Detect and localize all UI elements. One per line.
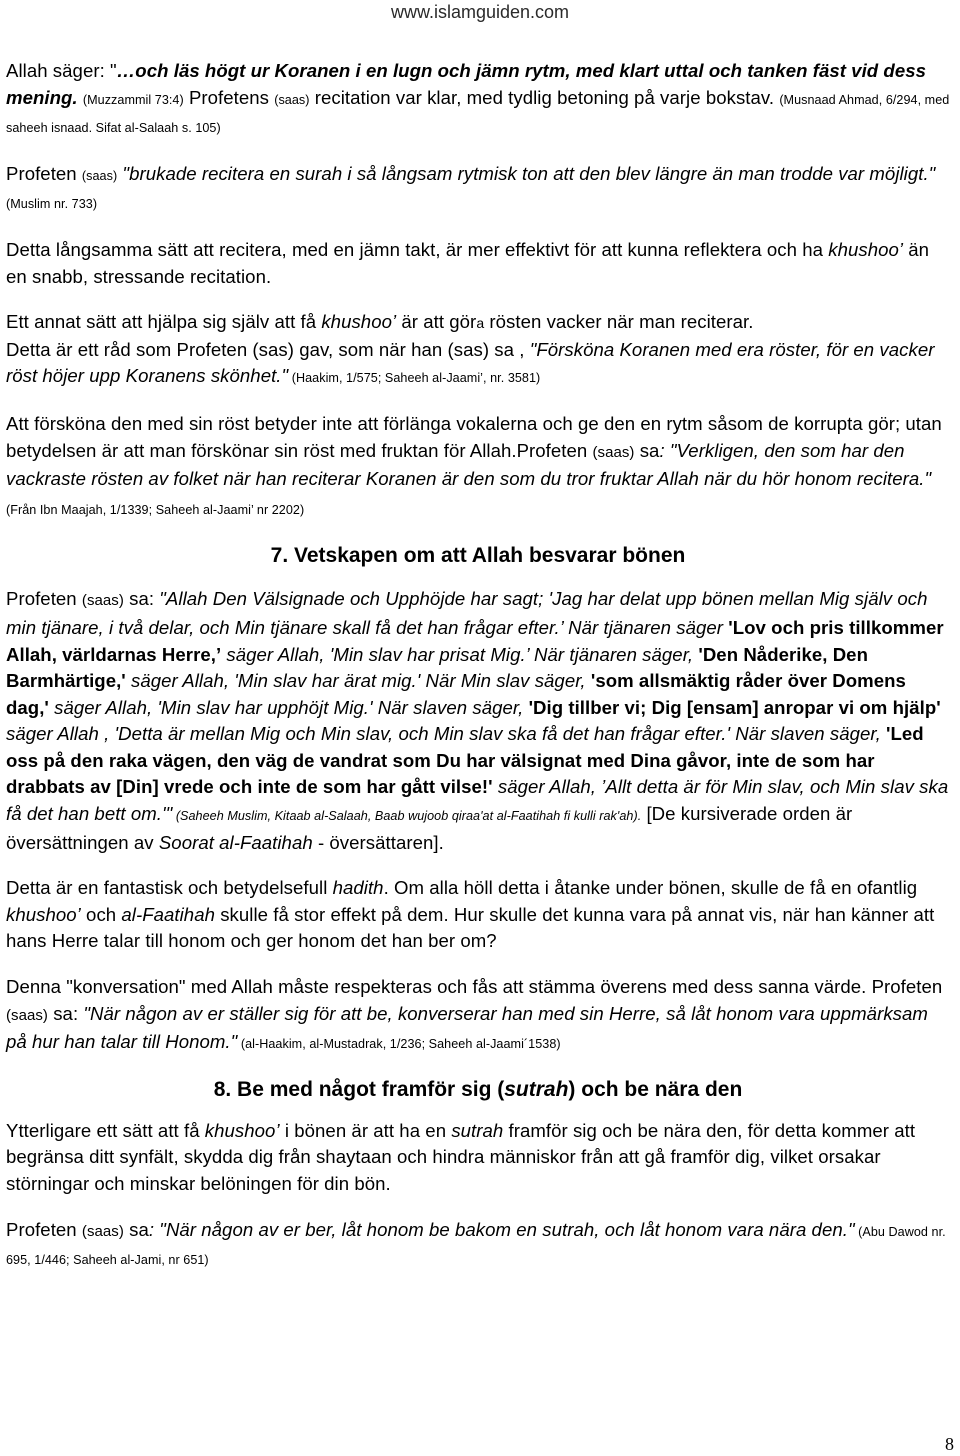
bold-quote: 'Dig tillber vi; Dig [ensam] anropar vi om hjälp' xyxy=(528,696,941,718)
document-body xyxy=(6,58,950,1274)
text: Detta långsamma sätt att recitera, med en jämn takt, är mer effektivt för att kunna reflektera och ha xyxy=(6,238,829,260)
text: Ett annat sätt att hjälpa sig själv att få xyxy=(6,311,322,333)
paragraph-7 xyxy=(6,875,950,955)
text: i bönen är att ha en xyxy=(279,1119,452,1141)
paragraph-1 xyxy=(6,58,950,142)
term: hadith xyxy=(332,877,384,899)
paragraph-4 xyxy=(6,309,950,392)
reference: (al-Haakim, al-Mustadrak, 1/236; Saheeh al-Jaami´1538) xyxy=(237,1037,561,1052)
reference: (saas) xyxy=(81,168,118,183)
quote: säger Allah, 'Min slav har prisat Mig.’ När tjänaren säger, xyxy=(221,643,699,665)
term: Soorat al-Faatihah xyxy=(158,831,313,853)
text: Detta är en fantastisk och betydelsefull xyxy=(6,877,333,899)
quote: säger Allah, 'Min slav har upphöjt Mig.' När slaven säger, xyxy=(48,696,529,718)
reference: (Saheeh Muslim, Kitaab al-Salaah, Baab wujoob qiraa'at al-Faatihah fi kulli rak'ah). xyxy=(172,809,642,824)
text: sa: xyxy=(47,1002,84,1024)
bold-quote: 'Den Nåderike, Den Barmhärtige,' xyxy=(6,643,868,692)
reference: (Muslim nr. 733) xyxy=(6,197,98,212)
reference: (Musnaad Ahmad, 6/294, med saheeh isnaad. Sifat al-Salaah s. 105) xyxy=(6,92,950,136)
text: är att gör xyxy=(396,311,477,333)
reference: (saas) xyxy=(592,443,635,461)
reference: (Från Ibn Maajah, 1/1339; Saheeh al-Jaami’ nr 2202) xyxy=(6,502,305,517)
quote: : "Verkligen, den som har den vackraste rösten av folket när han reciterar Koranen är den som du tror fruktar Allah när du hör honom recitera." xyxy=(6,439,932,490)
heading-text: ) och be nära den xyxy=(568,1077,743,1101)
term: al-Faatihah xyxy=(121,903,215,925)
paragraph-9 xyxy=(6,1118,950,1198)
quote: säger Allah , 'Detta är mellan Mig och Min slav, och Min slav ska få det han frågar efter.' När slaven säger, xyxy=(6,723,887,745)
text: och xyxy=(80,903,122,925)
term: khushoo’ xyxy=(6,903,81,925)
text: framför sig och be nära den, för detta kommer att begränsa ditt synfält, skydda dig från shaytaan och hindra människor från att gå framför dig, vilket orsakar störningar och minskar belöningen för din bön. xyxy=(6,1119,916,1194)
reference: (saas) xyxy=(6,1006,48,1024)
text: Profeten xyxy=(6,162,82,184)
text: sa xyxy=(634,439,660,461)
bold-quote: 'som allsmäktig råder över Domens dag,' xyxy=(6,670,906,718)
text: recitation var klar, med tydlig betoning på varje bokstav. xyxy=(309,86,780,108)
text: rösten vacker när man reciterar. xyxy=(484,311,754,333)
term: khushoo’ xyxy=(321,311,397,333)
paragraph-6 xyxy=(6,586,950,856)
quote: "brukade recitera en surah i så långsam rytmisk ton att den blev längre än man trodde var möjligt." xyxy=(117,162,936,184)
text: skulle få stor effekt på dem. Hur skulle det kunna vara på annat vis, när han känner att hans Herre talar till honom och ger honom det han ber om? xyxy=(6,903,935,952)
reference: (Muzzammil 73:4) xyxy=(82,92,184,107)
quote: "Försköna Koranen med era röster, för en vacker röst höjer upp Koranens skönhet." xyxy=(6,338,935,387)
section-heading-8 xyxy=(6,1076,950,1104)
site-header: www.islamguiden.com xyxy=(390,2,570,22)
quote: …och läs högt ur Koranen i en lugn och jämn rytm, med klart uttal och tanken fäst vid dess mening. xyxy=(6,60,926,108)
reference: (Haakim, 1/575; Saheeh al-Jaami’, nr. 3581) xyxy=(288,371,541,386)
reference: (Abu Dawod nr. 695, 1/446; Saheeh al-Jami, nr 651) xyxy=(6,1224,946,1268)
paragraph-3 xyxy=(6,237,950,290)
quote: säger Allah, 'Min slav har ärat mig.' När Min slav säger, xyxy=(125,670,591,692)
reference: (saas) xyxy=(81,592,124,610)
text: [De kursiverade orden är översättningen av xyxy=(6,803,853,853)
page-number: 8 xyxy=(945,1434,954,1454)
text: Profeten xyxy=(6,588,82,610)
text: - översättaren]. xyxy=(312,831,444,853)
text: Att försköna den med sin röst betyder inte att förlänga vokalerna och ge den en rytm såsom de korrupta gör; utan betydelsen är att man förskönar sin röst med fruktan för Allah.Profeten xyxy=(6,412,942,461)
text: . Om alla höll detta i åtanke under bönen, skulle de få en ofantlig xyxy=(383,877,918,899)
quote: säger Allah, ’Allt detta är för Min slav, och Min slav ska få det han bett om.'" xyxy=(6,776,949,825)
text: Allah säger: " xyxy=(6,60,117,81)
text: sa: xyxy=(123,588,160,610)
text: a xyxy=(476,315,485,332)
quote: "När någon av er ställer sig för att be, konverserar han med sin Herre, så låt honom vara uppmärksam på hur han talar till Honom." xyxy=(6,1002,928,1053)
text: Detta är ett råd som Profeten (sas) gav, som när han (sas) sa , xyxy=(6,338,530,360)
bold-quote: 'Lov och pris tillkommer Allah, världarnas Herre,’ xyxy=(6,616,944,665)
paragraph-2 xyxy=(6,161,950,218)
paragraph-10 xyxy=(6,1217,950,1274)
term: khushoo’ xyxy=(828,238,904,260)
section-heading-7: 7. Vetskapen om att Allah besvarar bönen xyxy=(270,544,686,568)
text: Ytterligare ett sätt att få xyxy=(6,1119,205,1141)
bold-quote: 'Led oss på den raka vägen, den väg de vandrat som Du har välsignat med Dina gåvor, inte de som har drabbats av [Din] vrede och inte de som har gått vilse!' xyxy=(6,723,924,798)
text: Profetens xyxy=(183,86,275,108)
paragraph-8 xyxy=(6,974,950,1058)
term: khushoo’ xyxy=(204,1119,280,1141)
text: Profeten xyxy=(6,1218,82,1240)
text: sa xyxy=(123,1218,149,1240)
quote: "Allah Den Välsignade och Upphöjde har sagt; 'Jag har delat upp bönen mellan Mig själv och min tjänare, i två delar, och Min tjänare skall få det han frågar efter.’ När tjänaren säger xyxy=(6,588,928,638)
heading-text: 8. Be med något framför sig ( xyxy=(213,1077,505,1101)
reference: (saas) xyxy=(81,1222,124,1240)
paragraph-5 xyxy=(6,411,950,523)
text: än en snabb, stressande recitation. xyxy=(6,238,930,287)
reference: (saas) xyxy=(274,92,310,107)
quote: : "När någon av er ber, låt honom be bakom en sutrah, och låt honom vara nära den." xyxy=(148,1218,855,1240)
text: Denna "konversation" med Allah måste respekteras och fås att stämma överens med dess sanna värde. Profeten xyxy=(6,976,943,998)
term: sutrah xyxy=(451,1119,504,1141)
heading-term: sutrah xyxy=(504,1077,569,1101)
